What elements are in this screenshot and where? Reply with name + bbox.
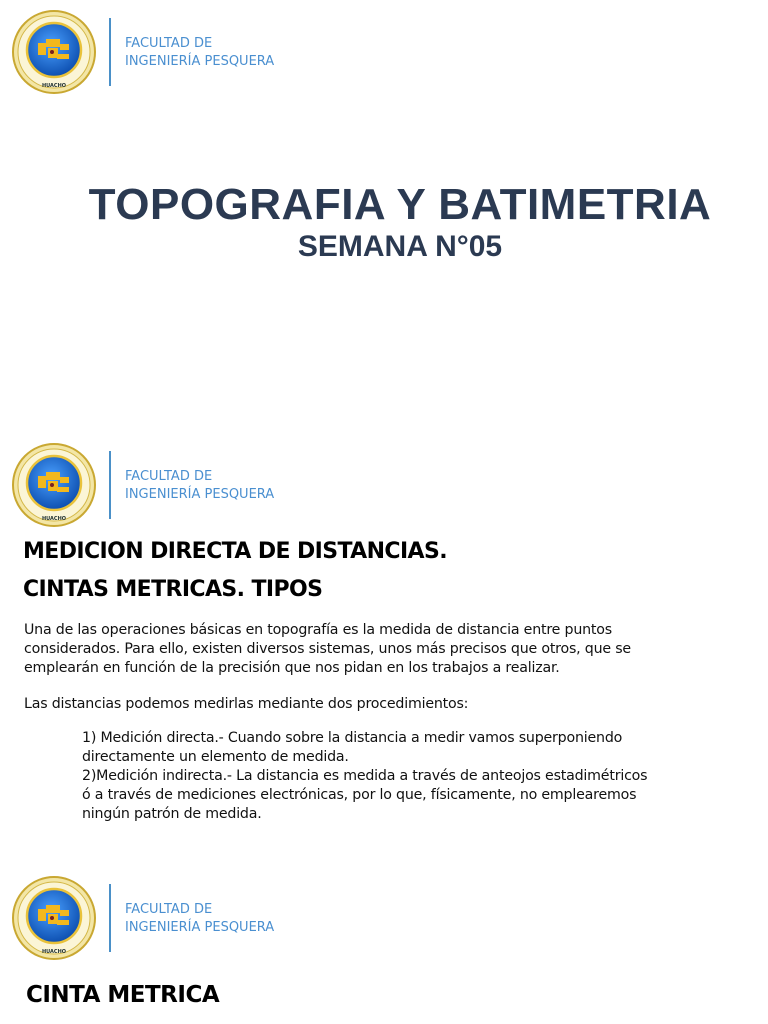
faculty-line-2: INGENIERÍA PESQUERA xyxy=(125,920,275,935)
list-line: directamente un elemento de medida. xyxy=(82,749,349,765)
faculty-line-1: FACULTAD DE xyxy=(125,902,213,917)
university-seal-icon xyxy=(12,876,96,960)
course-title: TOPOGRAFIA Y BATIMETRIA xyxy=(88,180,712,229)
procedures-intro: Las distancias podemos medirlas mediante dos procedimientos: xyxy=(24,696,469,712)
university-seal-icon xyxy=(12,10,96,94)
slide-heading xyxy=(23,533,447,609)
slide-measuring-tape xyxy=(0,866,768,1024)
faculty-line-1: FACULTAD DE xyxy=(125,36,213,51)
header-divider xyxy=(109,18,111,86)
header-divider xyxy=(109,884,111,952)
faculty-line-1: FACULTAD DE xyxy=(125,469,213,484)
paragraph-line: Una de las operaciones básicas en topografía es la medida de distancia entre puntos xyxy=(24,622,612,638)
faculty-name xyxy=(125,901,274,937)
paragraph-line: emplearán en función de la precisión que nos pidan en los trabajos a realizar. xyxy=(24,660,560,676)
heading-line-2: CINTAS METRICAS. TIPOS xyxy=(23,577,323,602)
list-line: ningún patrón de medida. xyxy=(82,806,262,822)
list-line: ó a través de mediciones electrónicas, por lo que, físicamente, no emplearemos xyxy=(82,787,637,803)
faculty-name xyxy=(125,35,274,71)
list-line: 2)Medición indirecta.- La distancia es medida a través de anteojos estadimétricos xyxy=(82,768,648,784)
intro-paragraph xyxy=(24,621,744,678)
university-seal-icon xyxy=(12,443,96,527)
paragraph-line: considerados. Para ello, existen diversos sistemas, unos más precisos que otros, que se xyxy=(24,641,631,657)
list-line: 1) Medición directa.- Cuando sobre la distancia a medir vamos superponiendo xyxy=(82,730,623,746)
faculty-name xyxy=(125,468,274,504)
faculty-line-2: INGENIERÍA PESQUERA xyxy=(125,487,275,502)
slide-direct-measurement xyxy=(0,433,768,866)
slide-heading: CINTA METRICA xyxy=(26,982,220,1008)
faculty-line-2: INGENIERÍA PESQUERA xyxy=(125,54,275,69)
heading-line-1: MEDICION DIRECTA DE DISTANCIAS. xyxy=(23,539,447,564)
procedures-list xyxy=(82,729,762,824)
slide-title xyxy=(0,0,768,433)
week-subtitle: SEMANA N°05 xyxy=(297,230,503,263)
header-divider xyxy=(109,451,111,519)
